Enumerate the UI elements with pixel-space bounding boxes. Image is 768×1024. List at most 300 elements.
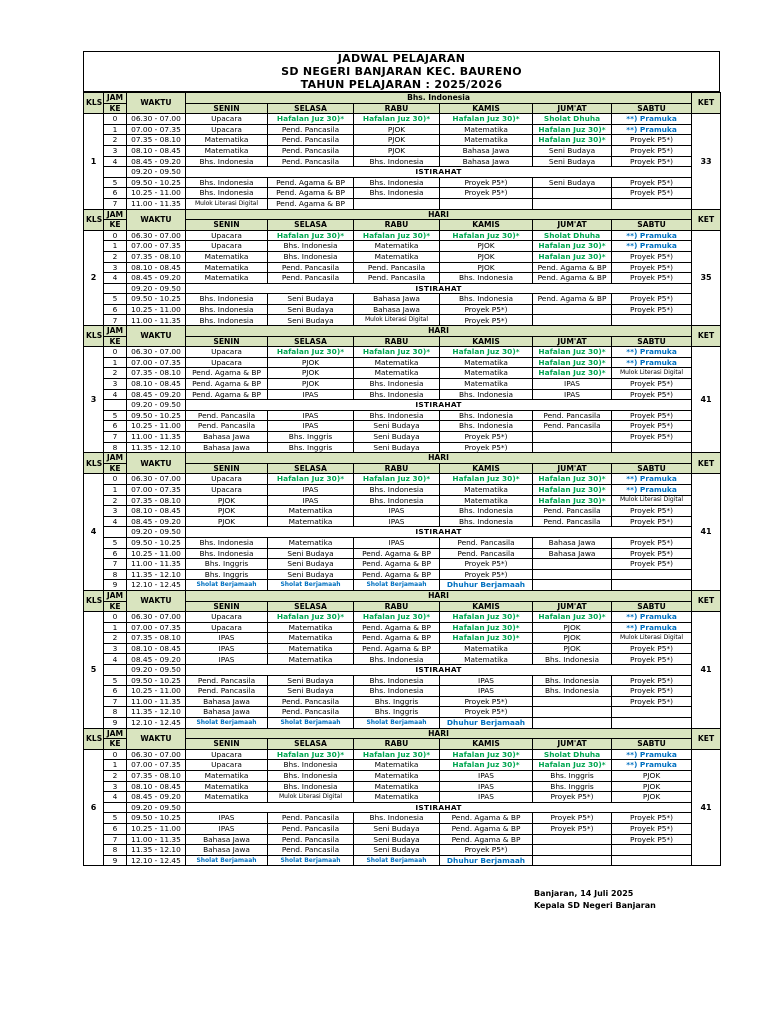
jam-ke-cell: 4 [104, 156, 127, 167]
subject-cell: Hafalan Juz 30)* [440, 114, 533, 125]
table-row [84, 262, 721, 273]
subject-cell: Pend. Agama & BP [268, 198, 354, 209]
table-row [84, 527, 721, 538]
subject-cell: Pend. Agama & BP [354, 559, 440, 570]
header-row [84, 209, 721, 220]
table-row [84, 230, 721, 241]
subject-cell: Sholat Berjamaah [186, 580, 268, 591]
jam-ke-cell: 0 [104, 612, 127, 623]
subject-cell: Bhs. Inggris [533, 771, 612, 782]
subject-cell: Proyek P5*) [612, 823, 692, 834]
subject-cell: Upacara [186, 749, 268, 760]
jam-ke-cell: 6 [104, 548, 127, 559]
day-header: KAMIS [440, 739, 533, 750]
subject-cell: Bhs. Inggris [268, 442, 354, 453]
subject-cell: Proyek P5*) [612, 834, 692, 845]
time-cell: 07.00 - 07.35 [127, 124, 186, 135]
subject-cell: Pend. Agama & BP [440, 834, 533, 845]
subject-cell: IPAS [268, 421, 354, 432]
subject-cell: Proyek P5*) [440, 845, 533, 856]
table-row [84, 442, 721, 453]
jam-ke-cell: 4 [104, 389, 127, 400]
time-cell: 08.10 - 08.45 [127, 145, 186, 156]
time-cell: 07.35 - 08.10 [127, 135, 186, 146]
subject-cell: Matematika [186, 781, 268, 792]
table-row [84, 675, 721, 686]
table-row [84, 537, 721, 548]
subject-cell: Mulok Literasi Digital [268, 792, 354, 803]
subject-cell: Pend. Pancasila [440, 537, 533, 548]
subject-cell: Upacara [186, 124, 268, 135]
time-cell: 11.35 - 12.10 [127, 569, 186, 580]
subject-cell: Proyek P5*) [612, 294, 692, 305]
subject-cell: Pend. Pancasila [186, 410, 268, 421]
table-row [84, 855, 721, 866]
table-row [84, 622, 721, 633]
jam-ke-cell: 1 [104, 124, 127, 135]
subject-cell: **) Pramuka [612, 484, 692, 495]
day-header: SELASA [268, 336, 354, 347]
subject-cell: Mulok Literasi Digital [612, 495, 692, 506]
time-cell: 08.10 - 08.45 [127, 262, 186, 273]
subject-cell: Hafalan Juz 30)* [533, 484, 612, 495]
subject-cell: IPAS [533, 389, 612, 400]
subject-cell: PJOK [533, 622, 612, 633]
jam-ke-cell: 7 [104, 315, 127, 326]
subject-cell: Matematika [440, 484, 533, 495]
subject-cell: PJOK [354, 135, 440, 146]
subject-cell: Seni Budaya [268, 315, 354, 326]
subject-cell: Matematika [354, 771, 440, 782]
subject-cell: Bhs. Indonesia [186, 548, 268, 559]
table-row [84, 379, 721, 390]
time-cell: 11.00 - 11.35 [127, 696, 186, 707]
subject-cell: Seni Budaya [268, 569, 354, 580]
subject-cell: Bahasa Jawa [186, 432, 268, 443]
subject-cell: Pend. Agama & BP [268, 188, 354, 199]
table-row [84, 368, 721, 379]
table-row [84, 696, 721, 707]
table-row [84, 845, 721, 856]
ket-header: KET [692, 209, 721, 230]
subject-cell: Pend. Agama & BP [533, 262, 612, 273]
day-header: SELASA [268, 220, 354, 231]
jam-header: JAM [104, 326, 127, 337]
subject-cell: Pend. Pancasila [268, 834, 354, 845]
subject-cell: Proyek P5*) [440, 569, 533, 580]
subject-cell: Pend. Agama & BP [354, 633, 440, 644]
title-line-3: TAHUN PELAJARAN : 2025/2026 [300, 78, 503, 91]
table-row [84, 145, 721, 156]
table-row [84, 124, 721, 135]
subject-cell: Pend. Agama & BP [440, 823, 533, 834]
table-row [84, 834, 721, 845]
subject-cell: Mulok Literasi Digital [612, 368, 692, 379]
table-row [84, 718, 721, 729]
subject-cell: Proyek P5*) [612, 686, 692, 697]
subject-cell: Pend. Agama & BP [354, 643, 440, 654]
jam-ke-cell: 3 [104, 506, 127, 517]
subject-cell: Matematika [354, 251, 440, 262]
subject-cell: Sholat Berjamaah [186, 855, 268, 866]
kls-header: KLS [84, 590, 104, 611]
subject-cell: Proyek P5*) [533, 813, 612, 824]
subject-cell: Sholat Berjamaah [186, 718, 268, 729]
subject-cell: **) Pramuka [612, 347, 692, 358]
time-cell: 06.30 - 07.00 [127, 749, 186, 760]
table-row [84, 304, 721, 315]
subject-cell: Bhs. Indonesia [440, 506, 533, 517]
subject-cell: Bhs. Indonesia [186, 294, 268, 305]
table-row [84, 251, 721, 262]
subject-cell: Bhs. Indonesia [186, 177, 268, 188]
table-row [84, 633, 721, 644]
subject-cell: Sholat Berjamaah [354, 855, 440, 866]
ket-header: KET [692, 326, 721, 347]
time-cell: 12.10 - 12.45 [127, 855, 186, 866]
subject-cell: Sholat Dhuha [533, 749, 612, 760]
subject-cell: Proyek P5*) [440, 304, 533, 315]
jam-ke-cell: 1 [104, 484, 127, 495]
subject-cell: Seni Budaya [268, 686, 354, 697]
break-cell: ISTIRAHAT [186, 400, 692, 411]
break-cell: ISTIRAHAT [186, 802, 692, 813]
subject-cell [440, 198, 533, 209]
class-number: 1 [84, 114, 104, 209]
jam-ke-cell: 0 [104, 474, 127, 485]
table-row [84, 665, 721, 676]
table-row [84, 156, 721, 167]
time-cell: 07.00 - 07.35 [127, 622, 186, 633]
subject-cell: PJOK [440, 241, 533, 252]
day-header: SELASA [268, 601, 354, 612]
jam-ke-cell: 3 [104, 262, 127, 273]
subject-cell: Proyek P5*) [612, 262, 692, 273]
jam-ke-cell: 4 [104, 273, 127, 284]
time-cell: 11.00 - 11.35 [127, 432, 186, 443]
subject-cell: Proyek P5*) [612, 643, 692, 654]
subject-cell: PJOK [186, 495, 268, 506]
subject-cell: PJOK [612, 771, 692, 782]
subject-cell: Bhs. Indonesia [268, 771, 354, 782]
subject-cell: Seni Budaya [268, 559, 354, 570]
subject-cell: Matematika [268, 633, 354, 644]
subject-cell: Pend. Pancasila [268, 696, 354, 707]
subject-cell: IPAS [533, 379, 612, 390]
jam-header: JAM [104, 728, 127, 739]
time-cell: 08.45 - 09.20 [127, 156, 186, 167]
subject-cell: Pend. Pancasila [533, 410, 612, 421]
day-header: RABU [354, 463, 440, 474]
time-cell: 09.50 - 10.25 [127, 675, 186, 686]
time-cell: 06.30 - 07.00 [127, 230, 186, 241]
subject-cell: Pend. Agama & BP [354, 548, 440, 559]
subject-cell [533, 559, 612, 570]
time-cell: 10.25 - 11.00 [127, 548, 186, 559]
table-row [84, 474, 721, 485]
table-row [84, 813, 721, 824]
subject-cell: PJOK [268, 357, 354, 368]
table-row [84, 569, 721, 580]
subject-cell [612, 855, 692, 866]
subject-cell: Pend. Pancasila [268, 124, 354, 135]
table-row [84, 357, 721, 368]
subject-cell: Pend. Pancasila [533, 516, 612, 527]
time-cell: 11.00 - 11.35 [127, 198, 186, 209]
day-header: KAMIS [440, 601, 533, 612]
time-cell: 07.35 - 08.10 [127, 633, 186, 644]
subject-cell: Pend. Pancasila [268, 156, 354, 167]
waktu-header: WAKTU [127, 209, 186, 230]
subject-cell: Bhs. Indonesia [268, 781, 354, 792]
ke-header: KE [104, 220, 127, 231]
subject-cell: Matematika [354, 792, 440, 803]
table-row [84, 389, 721, 400]
subject-cell [533, 855, 612, 866]
jam-ke-cell: 1 [104, 241, 127, 252]
jam-header: JAM [104, 93, 127, 104]
time-cell: 11.35 - 12.10 [127, 442, 186, 453]
day-header: RABU [354, 739, 440, 750]
subject-cell: **) Pramuka [612, 760, 692, 771]
schedule-sheet [83, 51, 720, 866]
subject-cell: Seni Budaya [354, 845, 440, 856]
time-cell: 12.10 - 12.45 [127, 580, 186, 591]
subject-cell: Bhs. Indonesia [268, 251, 354, 262]
jam-ke-cell: 5 [104, 537, 127, 548]
subject-cell: **) Pramuka [612, 749, 692, 760]
subject-cell: Proyek P5*) [612, 410, 692, 421]
subject-cell: Hafalan Juz 30)* [440, 633, 533, 644]
subject-cell: Proyek P5*) [533, 823, 612, 834]
time-cell: 08.10 - 08.45 [127, 643, 186, 654]
subject-cell: Pend. Pancasila [533, 506, 612, 517]
subject-cell: Proyek P5*) [440, 442, 533, 453]
table-row [84, 654, 721, 665]
jam-ke-cell: 8 [104, 707, 127, 718]
subject-cell: Seni Budaya [268, 294, 354, 305]
time-cell: 10.25 - 11.00 [127, 823, 186, 834]
table-row [84, 241, 721, 252]
day-header: JUM'AT [533, 601, 612, 612]
subject-cell: Dhuhur Berjamaah [440, 718, 533, 729]
time-cell: 08.45 - 09.20 [127, 792, 186, 803]
day-header: RABU [354, 103, 440, 114]
jam-ke-cell: 2 [104, 633, 127, 644]
subject-cell: Sholat Berjamaah [268, 855, 354, 866]
jam-ke-cell: 3 [104, 781, 127, 792]
subject-cell: Dhuhur Berjamaah [440, 855, 533, 866]
time-cell: 07.00 - 07.35 [127, 357, 186, 368]
waktu-header: WAKTU [127, 93, 186, 114]
subject-cell: Proyek P5*) [612, 135, 692, 146]
subject-cell [533, 718, 612, 729]
time-cell: 11.35 - 12.10 [127, 707, 186, 718]
time-cell: 10.25 - 11.00 [127, 188, 186, 199]
day-header: JUM'AT [533, 220, 612, 231]
subject-cell: Upacara [186, 622, 268, 633]
waktu-header: WAKTU [127, 590, 186, 611]
subject-cell: Hafalan Juz 30)* [533, 347, 612, 358]
subject-cell: Hafalan Juz 30)* [268, 347, 354, 358]
subject-cell: Pend. Agama & BP [440, 813, 533, 824]
subject-cell: Bhs. Indonesia [440, 516, 533, 527]
subject-cell: Hafalan Juz 30)* [440, 612, 533, 623]
table-row [84, 781, 721, 792]
subject-cell: Seni Budaya [354, 432, 440, 443]
subject-cell [533, 845, 612, 856]
table-row [84, 432, 721, 443]
ke-header: KE [104, 601, 127, 612]
subject-cell: Bahasa Jawa [354, 294, 440, 305]
table-row [84, 643, 721, 654]
jam-ke-cell: 7 [104, 834, 127, 845]
subject-cell: Seni Budaya [354, 834, 440, 845]
table-row [84, 283, 721, 294]
class-number: 3 [84, 347, 104, 453]
subject-cell: Bhs. Indonesia [440, 410, 533, 421]
subject-cell: Matematika [440, 135, 533, 146]
ket-header: KET [692, 93, 721, 114]
subject-cell: Bhs. Inggris [186, 559, 268, 570]
subject-cell: **) Pramuka [612, 230, 692, 241]
subject-cell: Bhs. Indonesia [268, 760, 354, 771]
subject-cell: Proyek P5*) [612, 273, 692, 284]
subject-cell: Proyek P5*) [440, 707, 533, 718]
subject-cell: Matematika [268, 506, 354, 517]
subject-cell: Hafalan Juz 30)* [533, 357, 612, 368]
time-cell: 08.45 - 09.20 [127, 654, 186, 665]
subject-cell: Bhs. Indonesia [440, 273, 533, 284]
kls-header: KLS [84, 209, 104, 230]
subject-cell: Matematika [268, 622, 354, 633]
jam-ke-cell: 2 [104, 495, 127, 506]
subject-cell: Proyek P5*) [612, 156, 692, 167]
time-cell: 09.20 - 09.50 [127, 400, 186, 411]
jam-ke-cell: 3 [104, 643, 127, 654]
subject-cell: Pend. Pancasila [268, 813, 354, 824]
break-cell: ISTIRAHAT [186, 665, 692, 676]
subject-cell: Matematika [354, 241, 440, 252]
subject-cell: IPAS [186, 813, 268, 824]
subject-cell [533, 432, 612, 443]
subject-cell: IPAS [186, 823, 268, 834]
table-row [84, 771, 721, 782]
subject-cell: Bhs. Indonesia [354, 813, 440, 824]
jam-ke-cell: 9 [104, 718, 127, 729]
day-band: HARI [186, 453, 692, 464]
time-cell: 11.00 - 11.35 [127, 834, 186, 845]
subject-cell: Pend. Pancasila [440, 548, 533, 559]
day-band: HARI [186, 728, 692, 739]
day-header: KAMIS [440, 463, 533, 474]
subject-cell: Bhs. Indonesia [440, 421, 533, 432]
day-header: JUM'AT [533, 463, 612, 474]
table-row [84, 400, 721, 411]
subject-cell: Proyek P5*) [440, 559, 533, 570]
jam-ke-cell: 7 [104, 432, 127, 443]
subject-cell: Bahasa Jawa [186, 707, 268, 718]
subject-cell: Bahasa Jawa [533, 537, 612, 548]
subject-cell: Pend. Agama & BP [268, 177, 354, 188]
subject-cell: Proyek P5*) [440, 177, 533, 188]
table-row [84, 114, 721, 125]
subject-cell: Proyek P5*) [612, 379, 692, 390]
header-row [84, 453, 721, 464]
subject-cell: Bhs. Indonesia [186, 304, 268, 315]
jam-header: JAM [104, 453, 127, 464]
ket-value: 33 [692, 114, 721, 209]
subject-cell: Matematika [186, 771, 268, 782]
day-header: SABTU [612, 601, 692, 612]
day-band: Bhs. Indonesia [186, 93, 692, 104]
subject-cell: Matematika [440, 124, 533, 135]
subject-cell: Hafalan Juz 30)* [354, 114, 440, 125]
jam-ke-cell: 5 [104, 294, 127, 305]
subject-cell [533, 315, 612, 326]
subject-cell: Matematika [268, 643, 354, 654]
table-row [84, 484, 721, 495]
table-row [84, 506, 721, 517]
subject-cell: Mulok Literasi Digital [354, 315, 440, 326]
subject-cell: Proyek P5*) [612, 559, 692, 570]
subject-cell: IPAS [354, 537, 440, 548]
subject-cell [533, 707, 612, 718]
subject-cell: Hafalan Juz 30)* [268, 749, 354, 760]
subject-cell: Hafalan Juz 30)* [533, 474, 612, 485]
subject-cell: Bhs. Indonesia [354, 156, 440, 167]
subject-cell: Proyek P5*) [533, 792, 612, 803]
time-cell: 07.35 - 08.10 [127, 771, 186, 782]
subject-cell: Bhs. Indonesia [268, 241, 354, 252]
subject-cell: Proyek P5*) [612, 421, 692, 432]
subject-cell: Pend. Pancasila [268, 823, 354, 834]
subject-cell: Bhs. Indonesia [186, 156, 268, 167]
subject-cell: Hafalan Juz 30)* [354, 474, 440, 485]
header-row [84, 93, 721, 104]
subject-cell: IPAS [440, 781, 533, 792]
subject-cell: Proyek P5*) [440, 315, 533, 326]
subject-cell: Hafalan Juz 30)* [533, 135, 612, 146]
subject-cell: IPAS [268, 484, 354, 495]
subject-cell: Bahasa Jawa [186, 442, 268, 453]
subject-cell [612, 580, 692, 591]
subject-cell: Seni Budaya [268, 548, 354, 559]
day-header: JUM'AT [533, 739, 612, 750]
day-header: SENIN [186, 103, 268, 114]
subject-cell: PJOK [612, 792, 692, 803]
jam-ke-cell: 0 [104, 749, 127, 760]
subject-cell: Hafalan Juz 30)* [440, 474, 533, 485]
class-number: 5 [84, 612, 104, 729]
subject-cell: Pend. Pancasila [186, 686, 268, 697]
jam-ke-cell: 2 [104, 771, 127, 782]
subject-cell: Seni Budaya [354, 442, 440, 453]
time-cell: 08.45 - 09.20 [127, 516, 186, 527]
ket-value: 41 [692, 347, 721, 453]
jam-ke-cell: 8 [104, 845, 127, 856]
subject-cell: Bhs. Inggris [533, 781, 612, 792]
day-header: KAMIS [440, 336, 533, 347]
subject-cell: Pend. Pancasila [268, 145, 354, 156]
waktu-header: WAKTU [127, 728, 186, 749]
subject-cell: Matematika [186, 792, 268, 803]
jam-ke-cell: 2 [104, 251, 127, 262]
day-header: SABTU [612, 220, 692, 231]
subject-cell: **) Pramuka [612, 241, 692, 252]
jam-ke-cell: 3 [104, 145, 127, 156]
jam-ke-cell [104, 400, 127, 411]
